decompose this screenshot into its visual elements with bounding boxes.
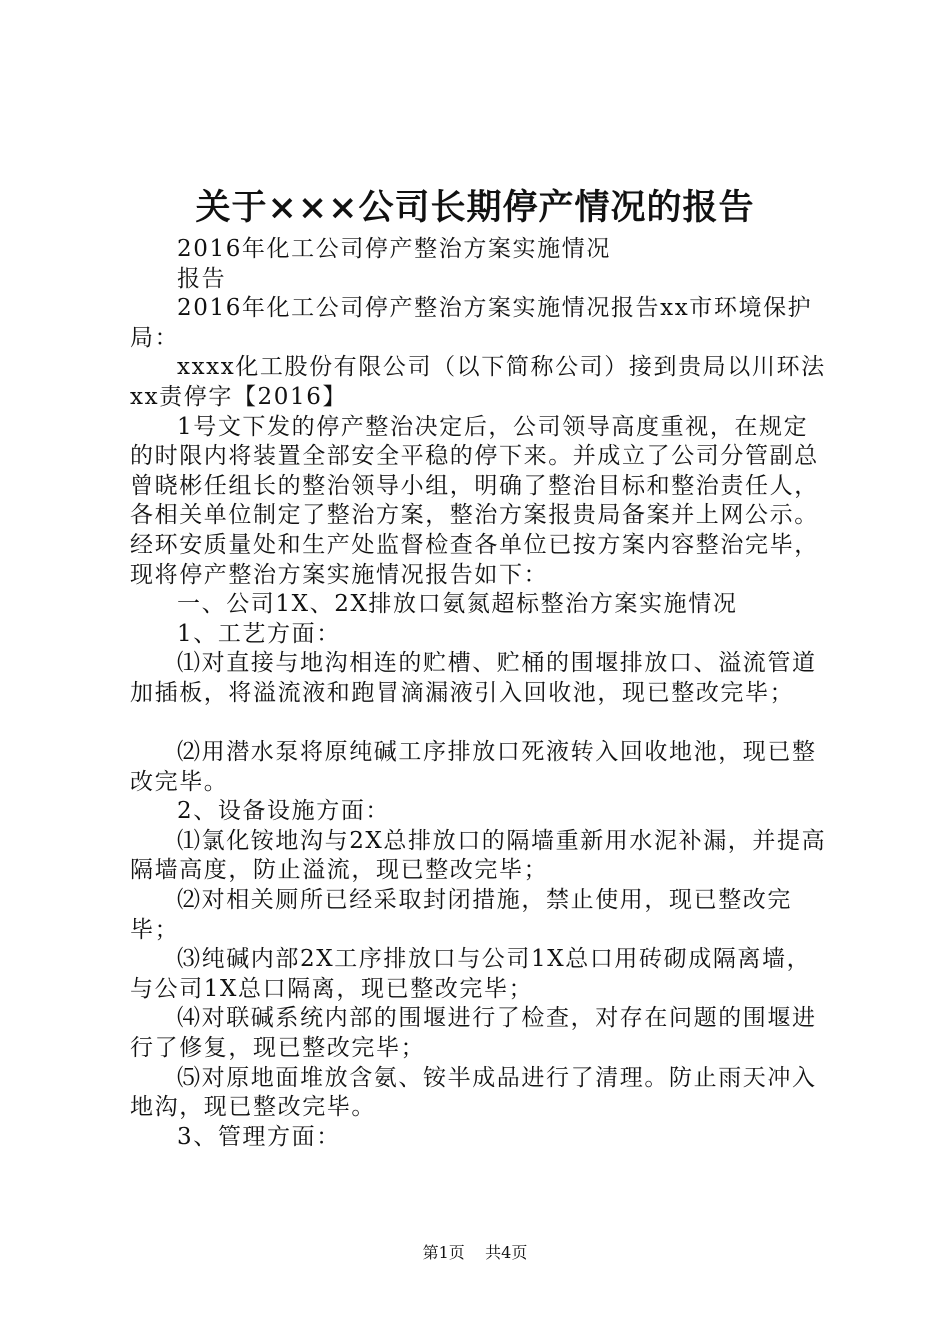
footer-spacer: [470, 1243, 480, 1262]
list-item: ⑷对联碱系统内部的围堰进行了检查，对存在问题的围堰进行了修复，现已整改完毕；: [130, 1005, 817, 1062]
document-body: [130, 235, 832, 1152]
list-item: ⑴对直接与地沟相连的贮槽、贮桶的围堰排放口、溢流管道加插板，将溢流液和跑冒滴漏液引入回收池，现已整改完毕；: [130, 650, 817, 706]
paragraph: 报告: [177, 265, 227, 292]
page-title: 关于×××公司长期停产情况的报告: [195, 187, 755, 228]
subsection-heading: 3、管理方面：: [177, 1123, 341, 1150]
list-item: ⑴氯化铵地沟与2X总排放口的隔墙重新用水泥补漏，并提高隔墙高度，防止溢流，现已整改完毕；: [130, 827, 827, 884]
section-heading: 一、公司1X、2X排放口氨氮超标整治方案实施情况: [177, 591, 738, 618]
page-total: 共4页: [485, 1243, 528, 1262]
paragraph: 2016年化工公司停产整治方案实施情况: [177, 236, 611, 262]
list-item: ⑵用潜水泵将原纯碱工序排放口死液转入回收地池，现已整改完毕。: [130, 739, 817, 795]
list-item: ⑵对相关厕所已经采取封闭措施，禁止使用，现已整改完毕；: [130, 887, 792, 943]
page-number: 第1页: [422, 1243, 465, 1262]
list-item: ⑶纯碱内部2X工序排放口与公司1X总口用砖砌成隔离墙，与公司1X总口隔离，现已整改完毕；: [130, 946, 812, 1002]
page-footer: [0, 1242, 950, 1264]
subsection-heading: 2、设备设施方面：: [177, 798, 391, 825]
subsection-heading: 1、工艺方面：: [177, 620, 341, 647]
paragraph: xxxx化工股份有限公司（以下简称公司）接到贵局以川环法xx责停字【2016】: [130, 354, 826, 410]
paragraph: 2016年化工公司停产整治方案实施情况报告xx市环境保护局：: [130, 295, 813, 351]
paragraph: 1号文下发的停产整治决定后，公司领导高度重视，在规定的时限内将装置全部安全平稳的停下来。并成立了公司分管副总曾晓彬任组长的整治领导小组，明确了整治目标和整治责任人，各相关单位制定了整治方案，整治方案报贵局备案并上网公示。经环安质量处和生产处监督检查各单位已按方案内容整治完毕，现将停产整治方案实施情况报告如下：: [130, 413, 819, 588]
list-item: ⑸对原地面堆放含氨、铵半成品进行了清理。防止雨天冲入地沟，现已整改完毕。: [130, 1064, 817, 1121]
